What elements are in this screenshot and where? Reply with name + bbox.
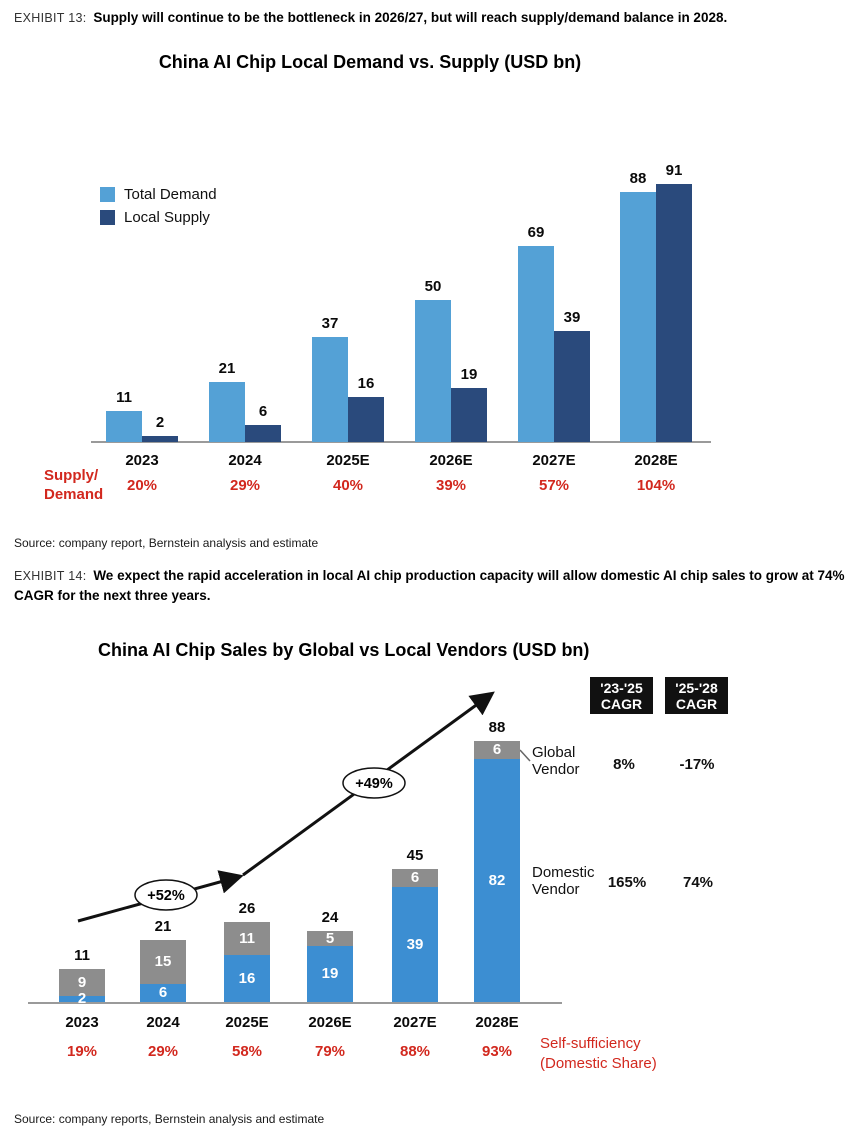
domestic-vendor-cagr-23-25: 165% (607, 874, 647, 891)
segment-value-domestic: 82 (488, 871, 506, 889)
bar-value-label: 91 (665, 162, 683, 179)
bar-total-label: 45 (406, 847, 424, 864)
growth-annotation-49: +49% (355, 776, 393, 792)
global-vendor-cagr-25-28: -17% (679, 756, 715, 773)
segment-value-global: 9 (77, 973, 87, 991)
x-axis-year: 2024 (146, 1014, 180, 1031)
bar-value-label: 2 (155, 414, 165, 431)
segment-value-global: 6 (410, 869, 420, 886)
self-sufficiency-value: 58% (231, 1043, 263, 1060)
segment-value-domestic: 19 (321, 965, 339, 982)
domestic-vendor-cagr-25-28: 74% (682, 874, 714, 891)
bar-value-label: 16 (357, 375, 375, 392)
chart2-title: China AI Chip Sales by Global vs Local Vendors (USD bn) (98, 640, 590, 660)
x-axis-year: 2023 (65, 1014, 99, 1031)
bar-value-label: 19 (460, 366, 478, 383)
exhibit13-source: Source: company report, Bernstein analysis and estimate (14, 536, 319, 550)
segment-value-domestic: 39 (406, 935, 424, 953)
exhibit14-label: EXHIBIT 14: (14, 569, 87, 583)
bar-total-label: 21 (154, 918, 172, 935)
self-sufficiency-line1: Self-sufficiency (540, 1035, 641, 1052)
cagr-header-25-28: '25-'28 CAGR (665, 677, 728, 714)
bar-value-label: 21 (218, 360, 236, 377)
x-axis-year: 2026E (308, 1014, 352, 1031)
bar-value-label: 37 (321, 315, 339, 332)
x-axis-year: 2028E (475, 1014, 519, 1031)
supply-demand-ratio-value: 104% (636, 477, 676, 494)
bar-value-label: 6 (258, 403, 268, 420)
bar-local-supply (245, 425, 281, 442)
exhibit14-headline: We expect the rapid acceleration in local AI chip production capacity will allow domestic AI chip sales to grow at 74% CAGR for the next three years. (14, 568, 845, 603)
segment-value-global: 6 (492, 741, 502, 758)
bar-total-demand (518, 246, 554, 442)
bar-local-supply (451, 388, 487, 442)
bar-total-demand (620, 192, 656, 442)
growth-annotation-52: +52% (147, 888, 185, 904)
domestic-vendor-label: Domestic Vendor (532, 864, 595, 898)
supply-demand-row-label-line1: Supply/ (44, 467, 99, 484)
bar-local-supply (348, 397, 384, 442)
supply-demand-ratio-value: 40% (332, 477, 364, 494)
global-vendor-cagr-23-25: 8% (613, 756, 635, 773)
bar-value-label: 39 (563, 309, 581, 326)
self-sufficiency-value: 79% (314, 1043, 346, 1060)
supply-demand-ratio-value: 20% (126, 477, 158, 494)
self-sufficiency-value: 29% (147, 1043, 179, 1060)
chart1-title: China AI Chip Local Demand vs. Supply (USD bn) (158, 52, 582, 72)
exhibit14-source: Source: company reports, Bernstein analysis and estimate (14, 1112, 325, 1126)
segment-value-domestic: 2 (77, 990, 87, 1007)
supply-demand-ratio-value: 39% (435, 477, 467, 494)
x-axis-year: 2027E (393, 1014, 437, 1031)
supply-demand-ratio-value: 29% (229, 477, 261, 494)
legend-label-total-demand: Total Demand (124, 186, 217, 203)
bar-value-label: 69 (527, 224, 545, 241)
supply-demand-ratio-value: 57% (538, 477, 570, 494)
bar-total-label: 11 (74, 947, 90, 964)
bar-total-label: 24 (321, 909, 339, 926)
legend-label-local-supply: Local Supply (124, 209, 210, 226)
bar-total-label: 88 (488, 719, 506, 736)
segment-value-global: 11 (239, 929, 255, 947)
x-axis-year: 2025E (326, 452, 370, 469)
bar-value-label: 88 (629, 170, 647, 187)
x-axis-year: 2026E (429, 452, 473, 469)
exhibit13-headline: Supply will continue to be the bottleneck in 2026/27, but will reach supply/demand balance in 2028. (93, 10, 728, 25)
x-axis-year: 2023 (125, 452, 159, 469)
self-sufficiency-value: 19% (66, 1043, 98, 1060)
self-sufficiency-value: 93% (481, 1043, 513, 1060)
bar-total-label: 26 (238, 900, 256, 917)
self-sufficiency-value: 88% (399, 1043, 431, 1060)
segment-value-domestic: 16 (238, 969, 256, 987)
bar-local-supply (656, 184, 692, 442)
x-axis-year: 2028E (634, 452, 678, 469)
x-axis-year: 2027E (532, 452, 576, 469)
exhibit13-label: EXHIBIT 13: (14, 11, 87, 25)
segment-value-domestic: 6 (158, 984, 168, 1001)
global-vendor-label: Global Vendor (532, 744, 580, 778)
x-axis-year: 2024 (228, 452, 262, 469)
segment-value-global: 5 (325, 929, 335, 947)
supply-demand-row-label-line2: Demand (44, 486, 104, 503)
x-axis-year: 2025E (225, 1014, 269, 1031)
bar-local-supply (554, 331, 590, 442)
self-sufficiency-line2: (Domestic Share) (540, 1055, 657, 1072)
bar-value-label: 11 (116, 389, 132, 406)
bar-value-label: 50 (424, 278, 442, 295)
segment-value-global: 15 (154, 953, 172, 970)
bar-local-supply (142, 436, 178, 442)
cagr-header-23-25: '23-'25 CAGR (590, 677, 653, 714)
